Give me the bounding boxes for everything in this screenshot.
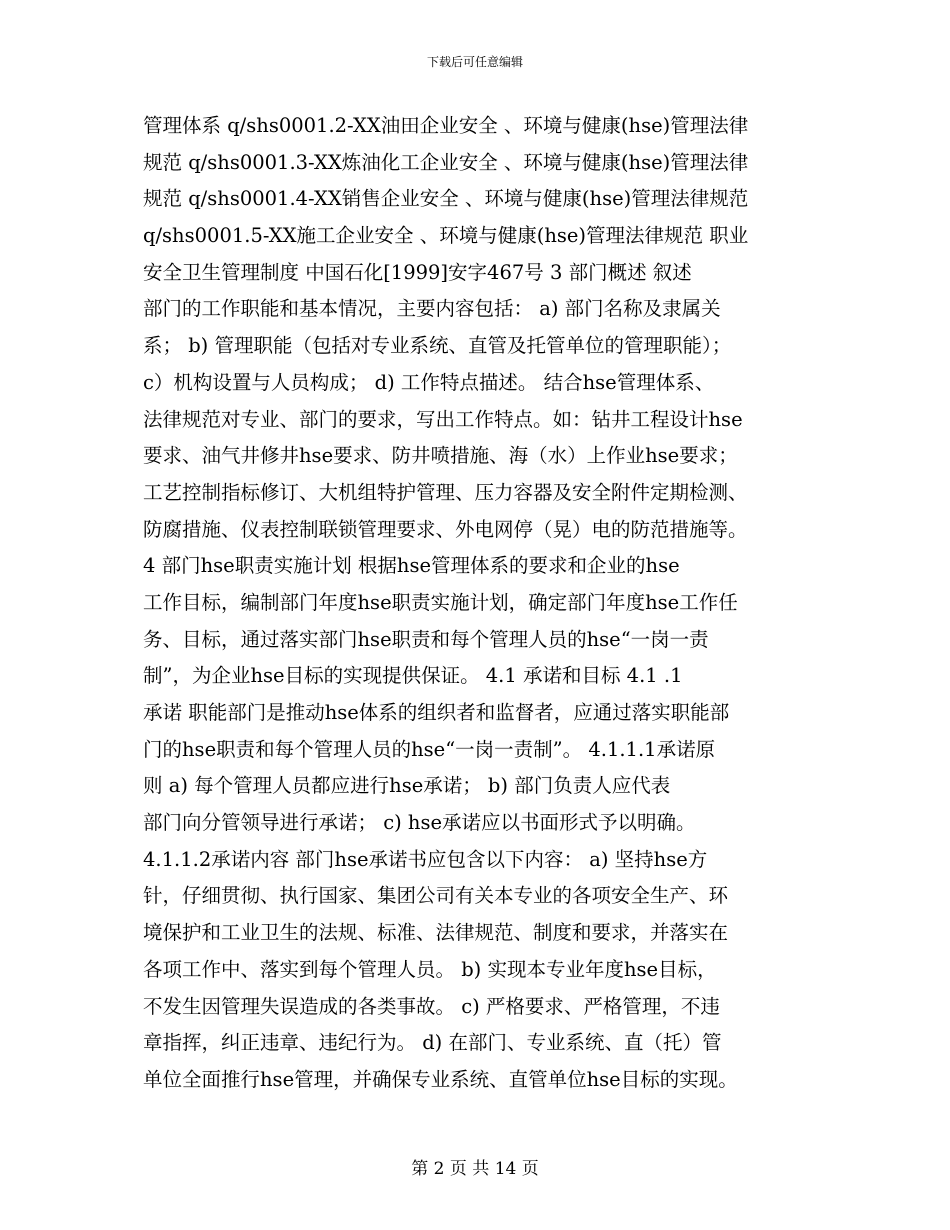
body-line: 规范 q/shs0001.4-XX销售企业安全 、环境与健康(hse)管理法律规范 [143,187,749,211]
body-line: 门的hse职责和每个管理人员的hse“一岗一责制”。 4.1.1.1承诺原 [143,737,716,761]
body-line: 不发生因管理失误造成的各类事故。 c) 严格要求、严格管理，不违 [143,994,720,1018]
page-footer: 第 2 页 共 14 页 [411,1159,539,1179]
body-line: 管理体系 q/shs0001.2-XX油田企业安全 、环境与健康(hse)管理法律 [143,114,749,137]
body-line: 工艺控制指标修订、大机组特护管理、压力容器及安全附件定期检测、 [143,480,748,504]
page-header: 下载后可任意编辑 [426,55,523,69]
body-line: 法律规范对专业、部门的要求，写出工作特点。如：钻井工程设计hse [143,407,743,431]
body-line: q/shs0001.5-XX施工企业安全 、环境与健康(hse)管理法律规范 职业 [143,224,749,248]
body-line: 部门向分管领导进行承诺； c) hse承诺应以书面形式予以明确。 [143,811,696,835]
body-line: 系； b) 管理职能（包括对专业系统、直管及托管单位的管理职能）； [143,334,732,358]
body-line: 各项工作中、落实到每个管理人员。 b) 实现本专业年度hse目标， [143,957,717,981]
body-line: 承诺 职能部门是推动hse体系的组织者和监督者，应通过落实职能部 [143,701,730,724]
body-line: 安全卫生管理制度 中国石化[1999]安字467号 3 部门概述 叙述 [143,260,692,284]
body-text [143,108,813,1099]
body-line: 要求、油气井修井hse要求、防井喷措施、海（水）上作业hse要求； [143,444,738,468]
body-line: 针，仔细贯彻、执行国家、集团公司有关本专业的各项安全生产、环 [143,884,729,908]
body-line: 境保护和工业卫生的法规、标准、法律规范、制度和要求，并落实在 [143,921,729,945]
body-line: c）机构设置与人员构成； d) 工作特点描述。 结合hse管理体系、 [143,370,715,394]
body-line: 工作目标，编制部门年度hse职责实施计划，确定部门年度hse工作任 [143,590,738,614]
body-line: 章指挥，纠正违章、违纪行为。 d) 在部门、专业系统、直（托）管 [143,1031,722,1055]
body-line: 4 部门hse职责实施计划 根据hse管理体系的要求和企业的hse [143,554,680,578]
body-line: 4.1.1.2承诺内容 部门hse承诺书应包含以下内容： a) 坚持hse方 [143,847,708,871]
body-line: 部门的工作职能和基本情况，主要内容包括： a) 部门名称及隶属关 [143,297,721,321]
body-line: 规范 q/shs0001.3-XX炼油化工企业安全 、环境与健康(hse)管理法律 [143,150,749,174]
body-line: 防腐措施、仪表控制联锁管理要求、外电网停（晃）电的防范措施等。 [143,517,748,541]
body-line: 制”，为企业hse目标的实现提供保证。 4.1 承诺和目标 4.1 .1 [143,664,683,688]
body-line: 务、目标，通过落实部门hse职责和每个管理人员的hse“一岗一责 [143,627,709,651]
body-line: 单位全面推行hse管理，并确保专业系统、直管单位hse目标的实现。 [143,1067,738,1091]
body-line: 则 a) 每个管理人员都应进行hse承诺； b) 部门负责人应代表 [143,774,671,798]
